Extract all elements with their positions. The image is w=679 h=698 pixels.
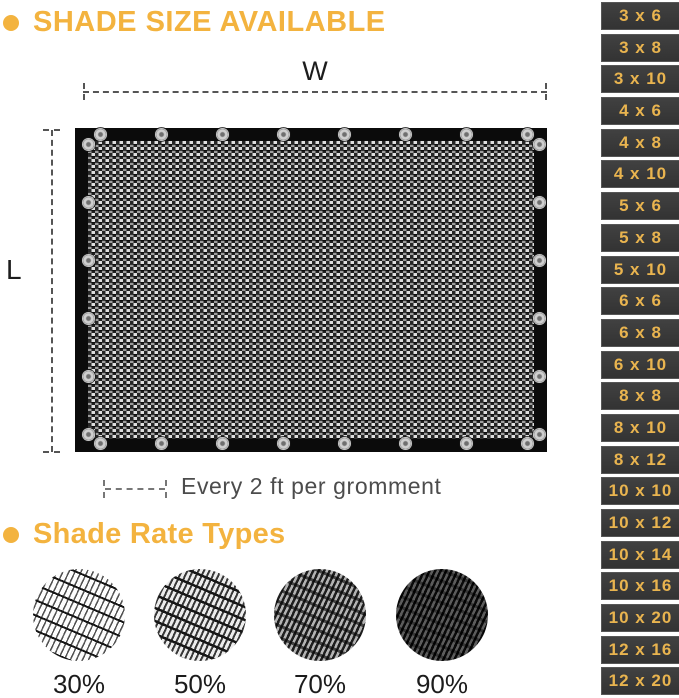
grommet [94,437,107,450]
grommet [460,128,473,141]
shade-size-heading-label: SHADE SIZE AVAILABLE [33,6,386,38]
size-option: 5 x 6 [601,192,679,220]
mesh-swatch-70-icon [274,569,366,661]
width-dimension-tick-left [83,83,85,100]
size-option: 10 x 10 [601,477,679,505]
size-option: 8 x 12 [601,446,679,474]
grommet [82,312,95,325]
length-dimension-tick-bottom [43,451,60,453]
size-option: 12 x 16 [601,636,679,664]
shade-rate-70 [273,569,367,698]
size-option: 3 x 6 [601,2,679,30]
size-option: 3 x 8 [601,34,679,62]
grommet [521,128,534,141]
mesh-swatch-90-icon [396,569,488,661]
length-dimension-label: L [6,254,22,285]
grommet [533,196,546,209]
mesh-swatch-30-icon [33,569,125,661]
bullet-icon [3,527,19,543]
size-option: 4 x 6 [601,97,679,125]
shade-rate-label: 30% [52,669,106,698]
shade-rate-heading [3,518,285,551]
size-option: 5 x 10 [601,256,679,284]
size-list [601,0,679,698]
grommet [533,254,546,267]
grommet [460,437,473,450]
grommet [82,196,95,209]
grommet [82,370,95,383]
grommet [277,437,290,450]
grommet [155,437,168,450]
size-option: 10 x 16 [601,572,679,600]
size-option: 12 x 20 [601,667,679,695]
length-dimension-line [51,130,53,452]
grommet [155,128,168,141]
grommet [533,428,546,441]
size-option: 6 x 8 [601,319,679,347]
width-dimension-tick-right [545,83,547,100]
length-dimension-tick-top [43,129,60,131]
width-dimension-label: W [302,56,328,86]
grommet [277,128,290,141]
width-dimension-line [83,91,547,93]
shade-rate-heading-label: Shade Rate Types [33,518,286,550]
size-option: 4 x 10 [601,160,679,188]
shade-rate-label: 50% [173,669,227,698]
size-option: 6 x 6 [601,287,679,315]
shade-mesh-texture [88,141,534,439]
mesh-swatch-50-icon [154,569,246,661]
size-option: 6 x 10 [601,351,679,379]
grommet [216,128,229,141]
grommet [82,254,95,267]
size-option: 10 x 14 [601,541,679,569]
grommet [533,370,546,383]
grommet-spacing-bracket [103,480,167,498]
grommet [82,138,95,151]
grommet [521,437,534,450]
grommet [94,128,107,141]
size-option: 8 x 10 [601,414,679,442]
shade-rate-label: 90% [415,669,469,698]
size-option: 10 x 20 [601,604,679,632]
size-option: 8 x 8 [601,382,679,410]
grommet [533,312,546,325]
grommet [399,128,412,141]
grommet [338,128,351,141]
shade-rate-50 [153,569,247,698]
grommet [533,138,546,151]
grommet [82,428,95,441]
size-option: 4 x 8 [601,129,679,157]
size-option: 3 x 10 [601,65,679,93]
shade-rate-90 [395,569,489,698]
grommet [216,437,229,450]
grommet [338,437,351,450]
size-option: 10 x 12 [601,509,679,537]
grommet [399,437,412,450]
bullet-icon [3,15,19,31]
shade-rate-label: 70% [293,669,347,698]
shade-rate-30 [32,569,126,698]
grommet-note: Every 2 ft per gromment [181,473,442,499]
size-option: 5 x 8 [601,224,679,252]
shade-size-heading [3,6,386,39]
shade-net-diagram [75,128,547,452]
